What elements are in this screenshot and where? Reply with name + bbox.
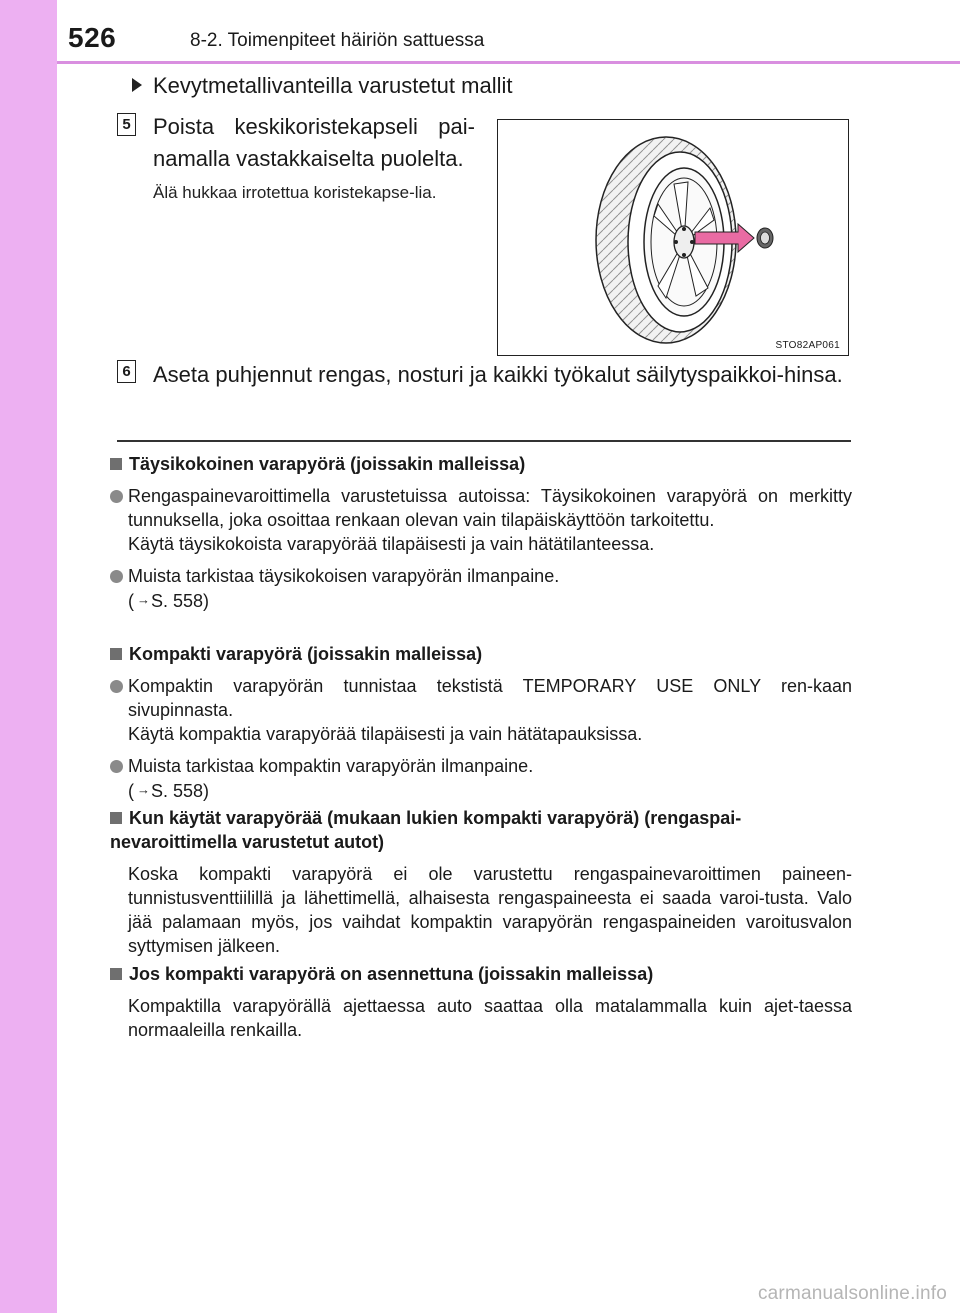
note-body: Koska kompakti varapyörä ei ole varustettu rengaspainevaroittimen paineen-tunnistusventtiilillä ja lähettimellä, alhaisesta rengaspaineesta ei saada varoi-tusta. Valo jää palamaan myös, jos vaihdat kompaktin varapyörän rengaspaineiden varoitusvalon syttymisen jälkeen. [128, 864, 852, 956]
chapter-title: 8-2. Toimenpiteet häiriön sattuessa [190, 30, 485, 51]
note-heading-text: Jos kompakti varapyörä on asennettuna (joissakin malleissa) [129, 964, 654, 984]
center-cap-icon [757, 228, 773, 248]
page-reference[interactable]: ( →S. 558) [128, 588, 852, 613]
square-bullet-icon [110, 968, 122, 980]
round-bullet-icon [110, 490, 123, 503]
step-number-5: 5 [117, 113, 136, 136]
bullet-line: Rengaspainevaroittimella varustetuissa autoissa: Täysikokoinen varapyörä on merkitty tunnuksella, joka osoittaa renkaan olevan vain tilapäiskäyttöön tarkoitettu. [128, 486, 852, 530]
watermark: carmanualsonline.info [757, 1283, 947, 1304]
bullet-line: Käytä täysikokoista varapyörää tilapäisesti ja vain hätätilanteessa. [128, 534, 655, 554]
bullet-line: Käytä kompaktia varapyörää tilapäisesti ja vain hätätapauksissa. [128, 724, 643, 744]
arrow-right-icon: → [137, 782, 150, 797]
note-heading-text: Kompakti varapyörä (joissakin malleissa) [129, 644, 483, 664]
wheel-figure [497, 119, 849, 356]
chapter-sidebar [0, 0, 57, 1313]
bullet-line: Kompaktin varapyörän tunnistaa tekstistä TEMPORARY USE ONLY ren-kaan sivupinnasta. [128, 676, 852, 720]
wheel-illustration [498, 120, 849, 356]
note-bullet [110, 674, 852, 746]
note-section-2 [110, 642, 852, 803]
note-heading [110, 452, 852, 476]
page-reference[interactable]: ( →S. 558) [128, 778, 852, 803]
note-body: Kompaktilla varapyörällä ajettaessa auto saattaa olla matalammalla kuin ajet-taessa normaaleilla renkailla. [128, 996, 852, 1040]
round-bullet-icon [110, 760, 123, 773]
note-heading-text: Täysikokoinen varapyörä (joissakin malleissa) [129, 454, 526, 474]
variant-heading [132, 73, 512, 99]
step-number-6: 6 [117, 360, 136, 383]
variant-label: Kevytmetallivanteilla varustetut mallit [153, 73, 513, 98]
round-bullet-icon [110, 570, 123, 583]
note-bullet [110, 754, 852, 803]
bullet-line: Muista tarkistaa täysikokoisen varapyörän ilmanpaine. [128, 566, 560, 586]
triangle-bullet-icon [132, 78, 142, 92]
note-bullet [110, 484, 852, 556]
note-heading [110, 642, 852, 666]
note-heading [110, 806, 852, 854]
figure-code-label: STO82AP061 [775, 340, 840, 351]
note-heading [110, 962, 852, 986]
note-bullet [110, 564, 852, 613]
square-bullet-icon [110, 648, 122, 660]
page-number: 526 [68, 22, 117, 53]
section-divider [117, 440, 851, 442]
bullet-line: Muista tarkistaa kompaktin varapyörän ilmanpaine. [128, 756, 534, 776]
note-section-4 [110, 962, 852, 1042]
note-heading-text: Kun käytät varapyörää (mukaan lukien kompakti varapyörä) (rengaspai-nevaroittimella varustetut autot) [110, 808, 742, 852]
arrow-right-icon: → [137, 592, 150, 607]
square-bullet-icon [110, 812, 122, 824]
round-bullet-icon [110, 680, 123, 693]
note-section-1 [110, 452, 852, 613]
step-5-text: Poista keskikoristekapseli pai-namalla vastakkaiselta puolelta. [153, 114, 475, 171]
note-section-3 [110, 806, 852, 958]
square-bullet-icon [110, 458, 122, 470]
step-6-text: Aseta puhjennut rengas, nosturi ja kaikki työkalut säilytyspaikkoi-hinsa. [153, 362, 843, 387]
step-5-note: Älä hukkaa irrotettua koristekapse-lia. [153, 183, 437, 202]
header-rule [57, 61, 960, 64]
